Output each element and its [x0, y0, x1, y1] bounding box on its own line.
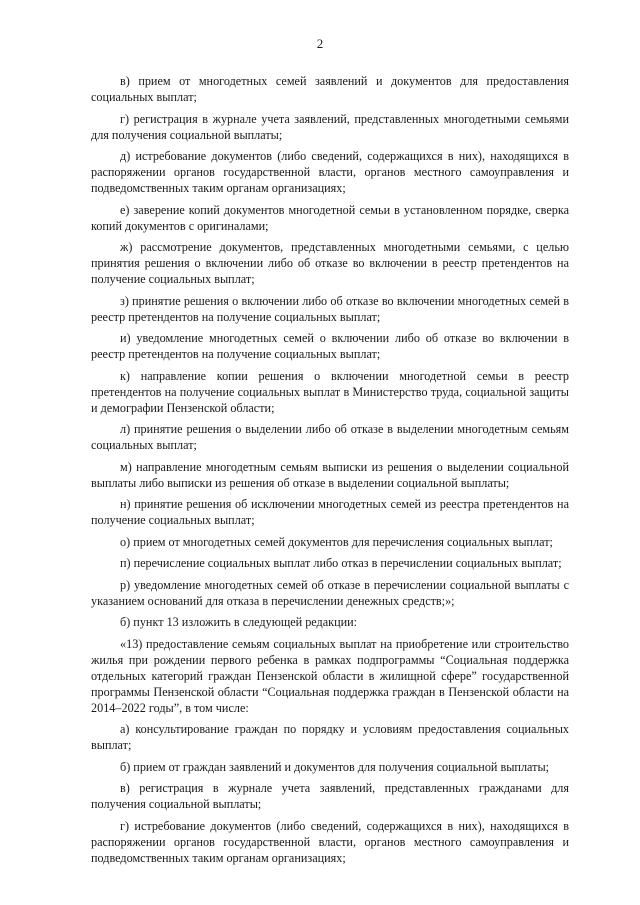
paragraph-k: к) направление копии решения о включении многодетной семьи в реестр претендентов на получение социальных выплат в Министерство труда, социальной защиты и демографии Пензенской области; — [91, 368, 569, 415]
paragraph-d: д) истребование документов (либо сведений, содержащихся в них), находящихся в распоряжении органов государственной власти, органов местного самоуправления и подведомственных таким органам организациях; — [91, 149, 569, 195]
paragraph-m: м) направление многодетным семьям выписки из решения о выделении социальной выплаты либо выписки из решения об отказе в выделении социальной выплаты; — [91, 459, 569, 490]
paragraph-r: р) уведомление многодетных семей об отказе в перечислении социальной выплаты с указанием оснований для отказа в перечислении денежных средств;»; — [91, 577, 569, 608]
paragraph-13-a: а) консультирование граждан по порядку и условиям предоставления социальных выплат; — [91, 722, 569, 752]
paragraph-g: г) регистрация в журнале учета заявлений, представленных многодетными семьями для получения социальной выплаты; — [91, 111, 569, 142]
paragraph-o: о) прием от многодетных семей документов для перечисления социальных выплат; — [120, 534, 553, 549]
paragraph-p: п) перечисление социальных выплат либо отказ в перечислении социальных выплат; — [120, 556, 562, 570]
page-number: 2 — [316, 36, 324, 51]
paragraph-i: и) уведомление многодетных семей о включении либо об отказе во включении в реестр претендентов на получение социальных выплат; — [91, 331, 569, 361]
paragraph-v: в) прием от многодетных семей заявлений и документов для предоставления социальных выплат; — [91, 74, 569, 104]
paragraph-13-v: в) регистрация в журнале учета заявлений, представленных гражданами для получения социальной выплаты; — [91, 781, 569, 811]
paragraph-13-g: г) истребование документов (либо сведений, содержащихся в них), находящихся в распоряжении органов государственной власти, органов местного самоуправления и подведомственных таким органам организациях; — [91, 818, 569, 865]
paragraph-l: л) принятие решения о выделении либо об отказе в выделении многодетным семьям социальных выплат; — [91, 422, 569, 452]
document-body — [91, 73, 569, 871]
paragraph-e: е) заверение копий документов многодетной семьи в установленном порядке, сверка копий документов с оригиналами; — [91, 202, 569, 233]
paragraph-zh: ж) рассмотрение документов, представленных многодетными семьями, с целью принятия решения о включении либо об отказе во включении в реестр претендентов на получение социальных выплат; — [91, 240, 569, 286]
paragraph-n: н) принятие решения об исключении многодетных семей из реестра претендентов на получение социальных выплат; — [91, 497, 569, 527]
paragraph-z: з) принятие решения о включении либо об отказе во включении многодетных семей в реестр претендентов на получение социальных выплат; — [91, 293, 569, 324]
paragraph-13-b: б) прием от граждан заявлений и документов для получения социальной выплаты; — [120, 759, 550, 774]
paragraph-point-13: «13) предоставление семьям социальных выплат на приобретение или строительство жилья при рождении первого ребенка в рамках подпрограммы “Социальная поддержка отдельных категорий граждан Пензенской области в жилищной сфере” государственной программы Пензенской области “Социальная поддержка граждан в Пензенской области на 2014–2022 годы”, в том числе: — [91, 636, 569, 715]
paragraph-item-b-heading: б) пункт 13 изложить в следующей редакции: — [120, 615, 358, 629]
